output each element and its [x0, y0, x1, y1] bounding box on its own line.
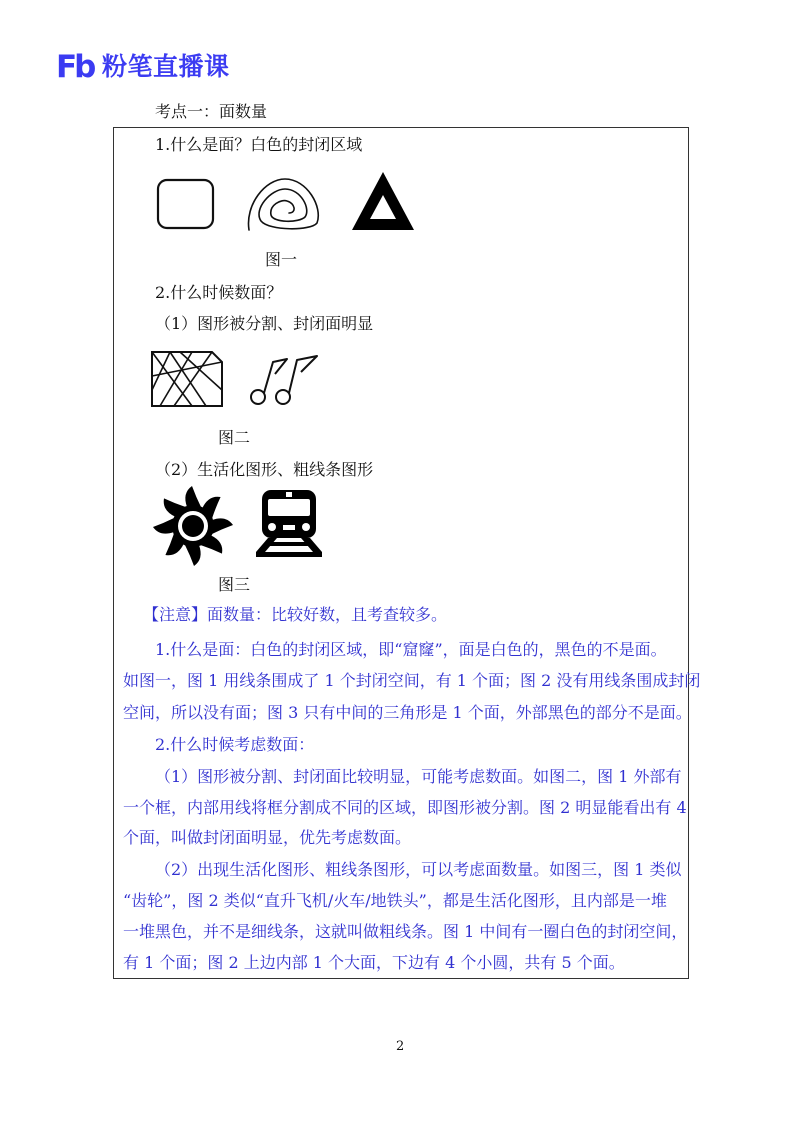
figure-1-caption: 图一: [265, 250, 298, 269]
note-line: 如图一，图 1 用线条围成了 1 个封闭空间，有 1 个面；图 2 没有用线条围成封闭: [123, 671, 701, 690]
spiral-icon: [245, 175, 323, 235]
question-1: 1.什么是面？白色的封闭区域: [155, 135, 363, 154]
question-2: 2.什么时候数面？: [155, 283, 283, 302]
note-line: 空间，所以没有面；图 3 只有中间的三角形是 1 个面，外部黑色的部分不是面。: [123, 703, 692, 722]
brand-logo-text: 粉笔直播课: [102, 52, 230, 81]
hollow-triangle-icon: [350, 170, 416, 232]
section-title: 考点一：面数量: [155, 102, 268, 121]
figure-2-caption: 图二: [218, 428, 251, 447]
question-2-point-1: （1）图形被分割、封闭面明显: [155, 314, 374, 333]
question-2-point-2: （2）生活化图形、粗线条图形: [155, 460, 374, 479]
note-title: 【注意】面数量：比较好数，且考查较多。: [143, 605, 448, 624]
note-line: （2）出现生活化图形、粗线条图形，可以考虑面数量。如图三，图 1 类似: [155, 860, 682, 879]
note-line: “齿轮”，图 2 类似“直升飞机/火车/地铁头”，都是生活化图形，且内部是一堆: [123, 891, 667, 910]
figure-3-caption: 图三: [218, 575, 251, 594]
page-number: 2: [396, 1039, 405, 1054]
sun-gear-icon: [152, 485, 234, 567]
divided-square-icon: [150, 350, 226, 410]
note-line: 一个框，内部用线将框分割成不同的区域，即图形被分割。图 2 明显能看出有 4: [123, 798, 687, 817]
brand-logo-mark: Fb: [56, 49, 94, 85]
music-notes-icon: [245, 352, 325, 410]
note-line: 个面，叫做封闭面明显，优先考虑数面。: [123, 828, 412, 847]
note-line: 一堆黑色，并不是细线条，这就叫做粗线条。图 1 中间有一圈白色的封闭空间，: [123, 922, 688, 941]
note-line: 有 1 个面；图 2 上边内部 1 个大面，下边有 4 个小圆，共有 5 个面。: [123, 953, 625, 972]
note-line: （1）图形被分割、封闭面比较明显，可能考虑数面。如图二，图 1 外部有: [155, 767, 682, 786]
rounded-square-icon: [155, 177, 217, 233]
train-front-icon: [256, 488, 324, 562]
note-line: 1.什么是面：白色的封闭区域，即“窟窿”，面是白色的，黑色的不是面。: [155, 640, 667, 659]
note-line: 2.什么时候考虑数面：: [155, 735, 315, 754]
